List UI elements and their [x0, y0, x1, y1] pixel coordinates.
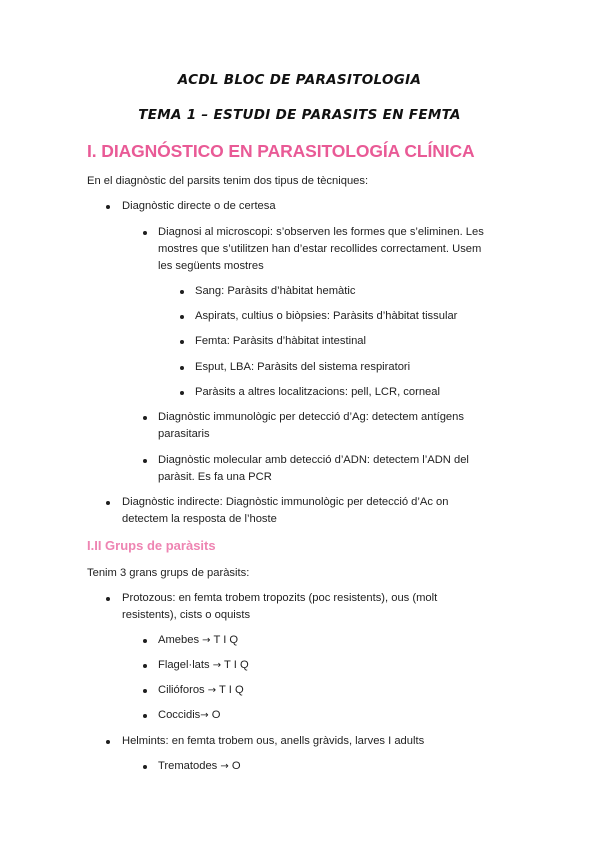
arrow-right-icon: → [212, 660, 222, 671]
list-item-sample: Esput, LBA: Paràsits del sistema respiratori [195, 361, 411, 373]
list-item-sample: Femta: Paràsits d’hàbitat intestinal [195, 335, 367, 347]
section-heading-diagnostic: I. DIAGNÓSTICO EN PARASITOLOGÍA CLÍNICA [87, 141, 475, 161]
section-heading-groups: I.II Grups de paràsits [87, 538, 216, 553]
bullet-icon [143, 765, 147, 769]
list-item-microscope-cont: les següents mostres [158, 260, 264, 272]
bullet-icon [143, 714, 147, 718]
list-item-microscope: Diagnosi al microscopi: s’observen les formes que s’eliminen. Les [158, 226, 484, 238]
bullet-icon [106, 740, 110, 744]
bullet-icon [106, 597, 110, 601]
list-item-indirect-cont: detectem la resposta de l’hoste [122, 513, 277, 525]
list-item-protozous-cont: resistents), cists o oquists [122, 609, 251, 621]
bullet-icon [143, 639, 147, 643]
list-item-protozoa-type: Cilióforos → T I Q [158, 684, 244, 696]
bullet-icon [180, 290, 184, 294]
list-item-sample: Sang: Paràsits d’hàbitat hemàtic [195, 285, 356, 297]
list-item-helmints: Helmints: en femta trobem ous, anells gràvids, larves I adults [122, 735, 425, 747]
list-item-protozoa-type: Flagel·lats → T I Q [158, 659, 249, 671]
list-item-molecular-cont: paràsit. Es fa una PCR [158, 471, 272, 483]
list-item-helmint-type: Trematodes → O [158, 760, 241, 772]
bullet-icon [143, 459, 147, 463]
arrow-right-icon: → [220, 761, 229, 772]
bullet-icon [143, 416, 147, 420]
bullet-icon [143, 231, 147, 235]
bullet-icon [180, 366, 184, 370]
bullet-icon [106, 205, 110, 209]
list-item-protozous: Protozous: en femta trobem tropozits (poc resistents), ous (molt [122, 592, 438, 604]
list-item-sample: Aspirats, cultius o biòpsies: Paràsits d’hàbitat tissular [195, 310, 458, 322]
list-item-protozoa-type: Amebes → T I Q [158, 634, 239, 646]
list-item-sample: Paràsits a altres localitzacions: pell, LCR, corneal [195, 386, 440, 398]
bullet-icon [180, 315, 184, 319]
document-title: ACDL BLOC DE PARASITOLOGIA [177, 72, 422, 88]
arrow-right-icon: → [200, 710, 209, 721]
list-item-indirect: Diagnòstic indirecte: Diagnòstic immunològic per detecció d’Ac on [122, 496, 449, 508]
bullet-icon [180, 391, 184, 395]
bullet-icon [106, 501, 110, 505]
list-item-protozoa-type: Coccidis→ O [158, 709, 221, 721]
list-item-molecular: Diagnòstic molecular amb detecció d’ADN: detectem l’ADN del [158, 454, 469, 466]
bullet-icon [143, 689, 147, 693]
section-intro: En el diagnòstic del parsits tenim dos tipus de tècniques: [87, 175, 369, 187]
section-intro: Tenim 3 grans grups de paràsits: [87, 567, 250, 579]
bullet-icon [143, 664, 147, 668]
list-item-immuno-cont: parasitaris [158, 428, 210, 440]
list-item-microscope-cont: mostres que s’utilitzen han d’estar recollides correctament. Usem [158, 243, 482, 255]
arrow-right-icon: → [207, 685, 217, 696]
arrow-right-icon: → [202, 635, 211, 646]
list-item-direct: Diagnòstic directe o de certesa [122, 200, 276, 212]
document-subtitle: TEMA 1 – ESTUDI DE PARASITS EN FEMTA [138, 107, 461, 123]
bullet-icon [180, 340, 184, 344]
list-item-immuno: Diagnòstic immunològic per detecció d’Ag: detectem antígens [158, 411, 464, 423]
